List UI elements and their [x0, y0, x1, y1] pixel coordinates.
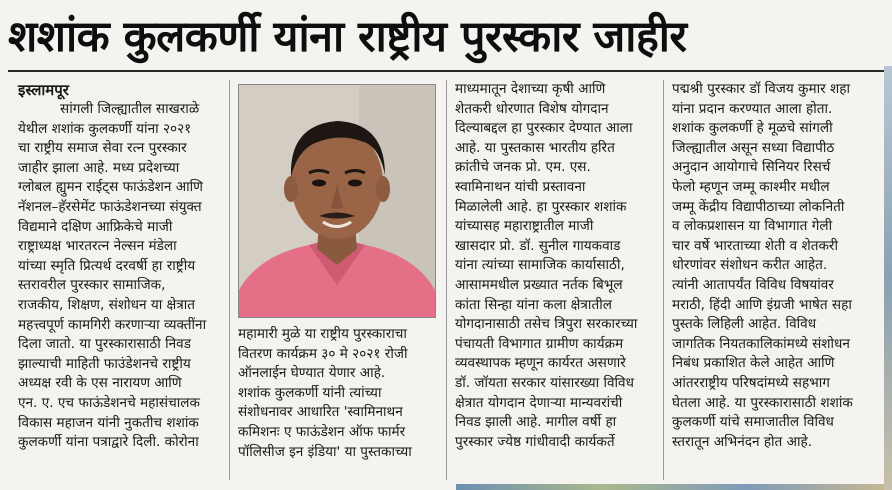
text-line: खासदार प्रो. डॉ. सुनील गायकवाड: [455, 237, 621, 254]
text-line: स्तरावरील पुरस्कार सामाजिक,: [18, 277, 166, 294]
text-line: योगदानासाठी तसेच त्रिपुरा सरकारच्या: [455, 316, 638, 333]
text-line: धोरणांवर संशोधन करीत आहेत.: [672, 257, 828, 274]
text-line: पुरस्कार ज्येष्ठ गांधीवादी कार्यकर्ते: [455, 433, 615, 450]
text-line: शेतकरी धोरणात विशेष योगदान: [455, 100, 609, 117]
text-line: यांच्या स्मृति प्रित्यर्थ दरवर्षी हा राष्ट्रीय: [18, 257, 196, 274]
text-line: चार वर्षे भारताच्या शेती व शेतकरी: [672, 237, 839, 254]
text-line: क्रांतीचे जनक प्रो. एम. एस.: [455, 159, 591, 176]
text-line: डॉ. जॉयता सरकार यांसारख्या विविध: [455, 374, 634, 391]
text-line: विकास महाजन यांनी नुकतीच शशांक: [18, 414, 199, 431]
portrait-illustration: [239, 85, 435, 317]
text-line: व लोकप्रशासन या विभागात गेली: [672, 218, 833, 235]
text-line: आहे. या पुस्तकास भारतीय हरित: [455, 139, 615, 156]
text-line: ऑनलाईन घेण्यात येणार आहे.: [238, 365, 386, 382]
text-line: स्वामिनाथन यांची प्रस्तावना: [455, 178, 586, 195]
text-line: आसाममधील प्रख्यात नर्तक बिभूल: [455, 276, 623, 293]
text-line: स्तरातून अभिनंदन होत आहे.: [672, 433, 813, 450]
text-line: जागतिक नियतकालिकांमध्ये संशोधन: [672, 335, 850, 352]
text-line: विद्यमाने दक्षिण आफ्रिकेचे माजी: [18, 218, 173, 235]
text-line: दिला जातो. या पुरस्कारासाठी निवड: [18, 336, 191, 353]
text-line: मिळालेली आहे. हा पुरस्कार शशांक: [455, 198, 627, 215]
text-line: फेलो म्हणून जम्मू काश्मीर मधील: [672, 178, 830, 195]
text-line: शशांक कुलकर्णी हे मूळचे सांगली: [672, 120, 833, 137]
text-line: अध्यक्ष रवी के एस नारायण आणि: [18, 375, 182, 392]
headline: शशांक कुलकर्णी यांना राष्ट्रीय पुरस्कार जाहीर: [8, 12, 687, 62]
text-line: राजकीय, शिक्षण, संशोधन या क्षेत्रात: [18, 296, 196, 313]
text-line: जिल्ह्यातील असून सध्या विद्यापीठ: [672, 139, 835, 156]
portrait-photo: [238, 84, 436, 318]
text-line: चा राष्ट्रीय समाज सेवा रत्न पुरस्कार: [18, 140, 187, 157]
text-line: पुस्तके लिहिली आहेत. विविध: [672, 316, 817, 333]
text-line: कमिशनः ए फाऊंडेशन ऑफ फार्मर: [238, 423, 406, 440]
column-4-text: [672, 80, 878, 452]
column-3-text: [455, 80, 655, 452]
text-line: कुलकर्णी यांचे समाजातील विविध: [672, 414, 834, 431]
text-line: यांना प्रदान करण्यात आला होता.: [672, 100, 833, 117]
column-2-text: [238, 325, 436, 462]
column-separator: [229, 80, 230, 480]
text-line: राष्ट्राध्यक्ष भारतरत्न नेल्सन मंडेला: [18, 238, 177, 255]
text-line: जम्मू केंद्रीय विद्यापीठाच्या लोकनिती: [672, 198, 845, 215]
text-line: आंतरराष्ट्रीय परिषदांमध्ये सहभाग: [672, 374, 830, 391]
text-line: महामारी मुळे या राष्ट्रीय पुरस्काराचा: [238, 326, 407, 342]
article-column-1: [18, 80, 222, 453]
article-column-3: [455, 80, 655, 452]
text-line: यांच्यासह महाराष्ट्रातील माजी: [455, 218, 594, 235]
column-1-text: [18, 100, 222, 453]
text-line: सांगली जिल्ह्यातील साखराळे: [60, 101, 200, 117]
text-line: पद्मश्री पुरस्कार डॉ विजय कुमार शहा: [672, 81, 851, 97]
article-column-2: [238, 325, 436, 462]
text-line: येथील शशांक कुलकर्णी यांना २०२१: [18, 120, 192, 137]
column-separator: [663, 80, 664, 480]
text-line: त्यांनी आतापर्यंत विविध विषयांवर: [672, 276, 834, 293]
page-edge: [884, 66, 892, 490]
text-line: मराठी, हिंदी आणि इंग्रजी भाषेत सहा: [672, 296, 852, 313]
text-line: यांना त्यांच्या सामाजिक कार्यासाठी,: [455, 257, 625, 274]
text-line: पॉलिसीज इन इंडिया' या पुस्तकाच्या: [238, 443, 412, 460]
text-line: व्यवस्थापक म्हणून कार्यरत असणारे: [455, 355, 626, 372]
text-line: एन. ए. एच फाऊंडेशनचे महासंचालक: [18, 394, 200, 411]
text-line: महत्त्वपूर्ण कामगिरी करणाऱ्या व्यक्तींना: [18, 316, 207, 333]
text-line: जाहीर झाला आहे. मध्य प्रदेशच्या: [18, 159, 180, 176]
text-line: क्षेत्रात योगदान देणाऱ्या मान्यवरांची: [455, 394, 623, 411]
text-line: शशांक कुलकर्णी यांनी त्यांच्या: [238, 384, 382, 401]
text-line: पंचायती विभागात ग्रामीण कार्यक्रम: [455, 335, 624, 352]
text-line: घेतला आहे. या पुरस्कारासाठी शशांक: [672, 394, 853, 411]
text-line: निबंध प्रकाशित केले आहेत आणि: [672, 355, 835, 372]
column-separator: [446, 80, 447, 480]
text-line: अनुदान आयोगाचे सिनियर रिसर्च: [672, 159, 831, 176]
text-line: वितरण कार्यक्रम ३० मे २०२१ रोजी: [238, 345, 408, 362]
text-line: झाल्याची माहिती फाउंडेशनचे राष्ट्रीय: [18, 355, 191, 372]
headline-rule: [8, 70, 884, 72]
article-column-4: [672, 80, 878, 452]
text-line: संशोधनावर आधारित 'स्वामिनाथन: [238, 404, 403, 421]
text-line: नॅशनल–हॅरसेमेंट फाऊंडेशनच्या संयुक्त: [18, 198, 202, 215]
text-line: कुलकर्णी यांना पत्राद्वारे दिली. कोरोना: [18, 434, 199, 451]
dateline: इस्लामपूर: [18, 81, 69, 99]
text-line: ग्लोबल ह्युमन राईट्स फाऊंडेशन आणि: [18, 179, 203, 196]
text-line: निवड झाली आहे. मागील वर्षी हा: [455, 414, 617, 431]
text-line: कांता सिन्हा यांना कला क्षेत्रातील: [455, 296, 612, 313]
adjacent-article-edge: [456, 484, 892, 490]
text-line: माध्यमातून देशाच्या कृषी आणि: [455, 81, 606, 97]
text-line: दिल्याबद्दल हा पुरस्कार देण्यात आला: [455, 120, 633, 137]
